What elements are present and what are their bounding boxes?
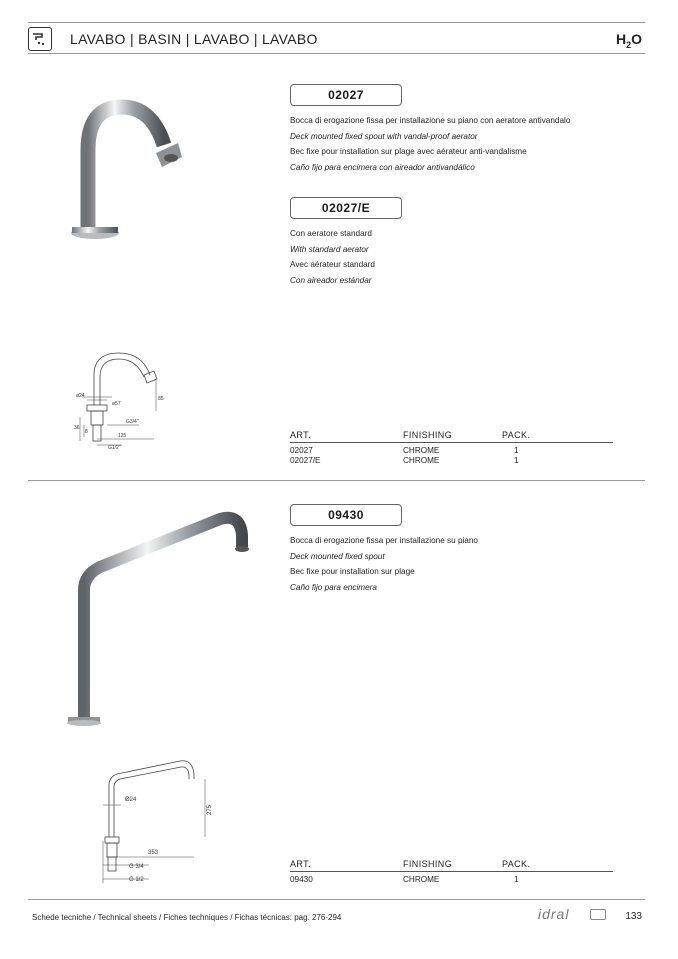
product-table-09430 [290, 859, 613, 885]
product-code-02027: 02027 [290, 84, 402, 106]
header-pack: PACK. [502, 430, 531, 440]
header-art: ART. [290, 859, 311, 869]
cell-pack: 1 [514, 446, 519, 455]
desc-es: Caño fijo para encimera con aireador antivandálico [290, 162, 475, 172]
cell-pack: 1 [514, 456, 519, 465]
technical-drawing-09430 [95, 757, 220, 892]
product-table-02027 [290, 430, 613, 466]
desc-fr: Avec aérateur standard [290, 260, 375, 269]
product-code-09430: 09430 [290, 504, 402, 526]
table-row [290, 875, 613, 885]
desc-es: Caño fijo para encimera [290, 582, 377, 592]
h2o-label: $H_2O$ [615, 31, 642, 50]
dim-g12: G1/2" [108, 445, 121, 451]
desc-fr: Bec fixe pour installation sur plage [290, 567, 415, 576]
header-finishing: FINISHING [403, 859, 453, 869]
cell-finishing: CHROME [403, 456, 440, 465]
cell-finishing: CHROME [403, 446, 440, 455]
desc-en: Deck mounted fixed spout [290, 551, 385, 561]
dim-g34: G3/4" [126, 419, 139, 425]
table-header [290, 859, 613, 871]
cell-art: 02027 [290, 446, 313, 455]
desc-en: Deck mounted fixed spout with vandal-proof aerator [290, 131, 478, 141]
footer-reference: Schede tecniche / Technical sheets / Fiches techniques / Fichas técnicas: pag. 276-294 [32, 913, 342, 922]
dim-g34: G 3/4 [129, 864, 144, 870]
dim-h36: 36 [74, 425, 80, 431]
desc-es: Con aireador estándar [290, 275, 372, 285]
brand-logo: idral [538, 906, 570, 922]
desc-fr: Bec fixe pour installation sur plage avec aérateur anti-vandalisme [290, 147, 527, 156]
table-row [290, 456, 613, 466]
technical-drawing-02027 [74, 345, 169, 460]
header-finishing: FINISHING [403, 430, 453, 440]
dim-h85: 85 [158, 396, 164, 402]
table-row [290, 446, 613, 456]
cell-pack: 1 [514, 875, 519, 884]
desc-it: Bocca di erogazione fissa per installazione su piano [290, 536, 478, 545]
product-photo-02027 [60, 95, 190, 250]
dim-g12: G 1/2 [129, 877, 144, 883]
dim-d24: Ø24 [125, 797, 137, 803]
product-description-02027e [290, 226, 375, 288]
page-title: LAVABO | BASIN | LAVABO | LAVABO [70, 31, 318, 47]
cell-art: 09430 [290, 875, 313, 884]
header-pack: PACK. [502, 859, 531, 869]
brand-badge-icon [590, 909, 606, 920]
product-description-02027 [290, 113, 570, 175]
dim-d24: ø24 [76, 393, 85, 399]
desc-en: With standard aerator [290, 244, 369, 254]
dim-d57: ø57 [112, 401, 121, 407]
basin-tap-icon [28, 27, 52, 51]
desc-it: Bocca di erogazione fissa per installazione su piano con aeratore antivandalo [290, 116, 571, 125]
dim-w353: 353 [148, 850, 159, 856]
table-rule [290, 871, 613, 872]
cell-finishing: CHROME [403, 875, 440, 884]
header-bottom-rule [28, 53, 645, 54]
dim-h8: 8 [85, 429, 88, 435]
footer-rule [28, 899, 645, 900]
section-divider [28, 480, 645, 481]
desc-it: Con aeratore standard [290, 229, 372, 238]
page-number: 133 [625, 911, 642, 922]
header-top-rule [28, 22, 645, 23]
table-header [290, 430, 613, 442]
product-code-02027e: 02027/E [290, 197, 402, 219]
dim-w125: 125 [118, 433, 127, 439]
cell-art: 02027/E [290, 456, 321, 465]
header-art: ART. [290, 430, 311, 440]
product-photo-09430 [60, 505, 255, 735]
product-description-09430 [290, 533, 478, 595]
table-rule [290, 442, 613, 443]
dim-h275: 275 [207, 804, 213, 815]
